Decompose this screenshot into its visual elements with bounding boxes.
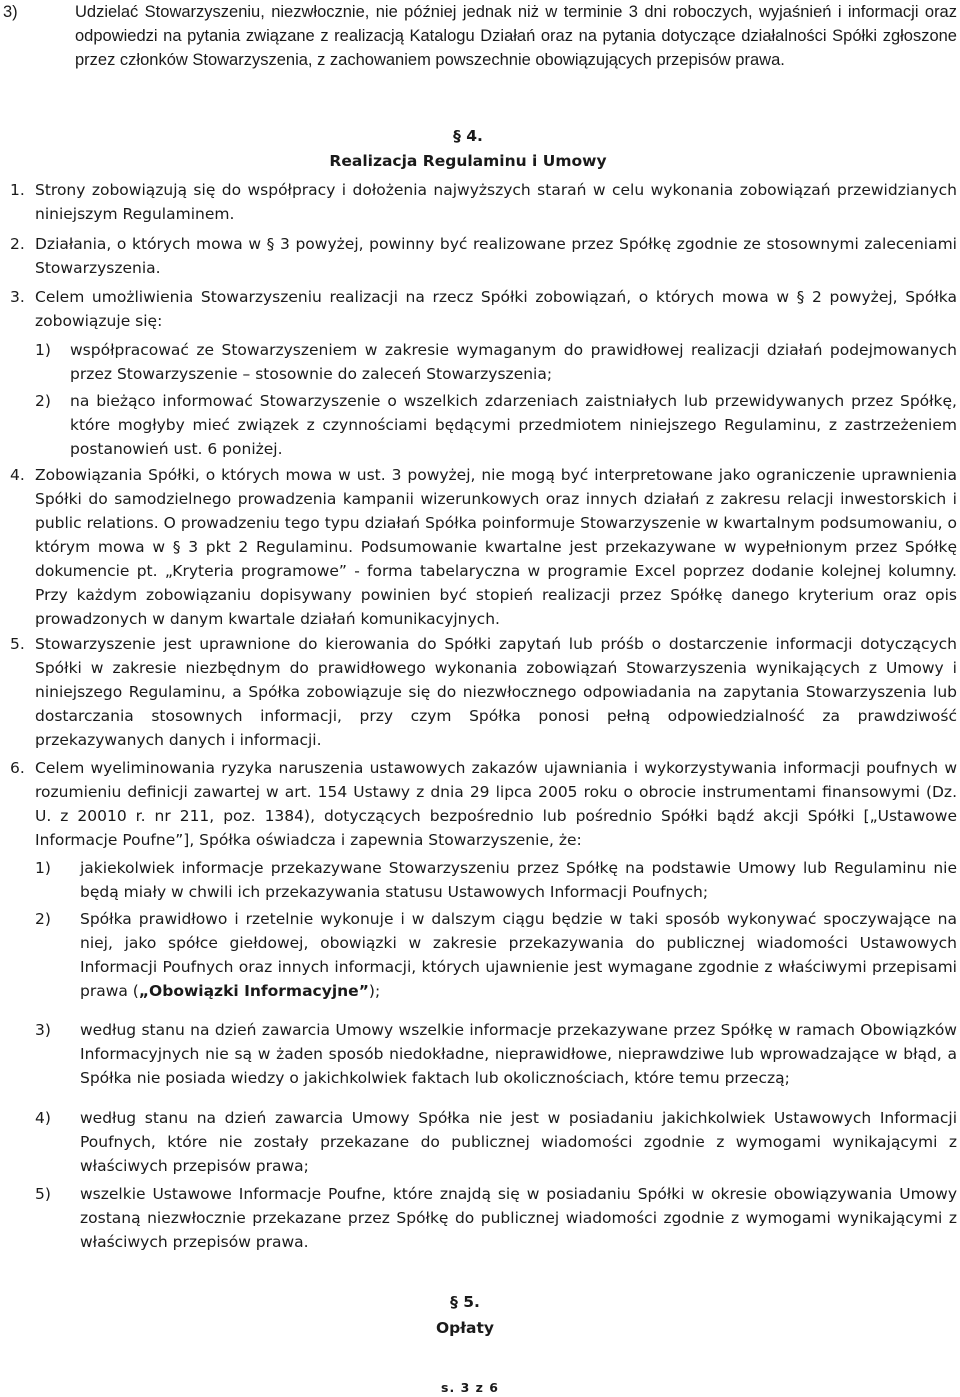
list-item bbox=[10, 232, 957, 280]
list-item-number: 3. bbox=[10, 288, 25, 306]
sub-list-item-text-part: ); bbox=[368, 982, 381, 1000]
list-item-text: Zobowiązania Spółki, o których mowa w ust. 3 powyżej, nie mogą być interpretowane jako ograniczenie uprawnienia Spółki do samodzielnego prowadzenia kampanii wizerunkowych oraz innych działań z zakresu relacji inwestorskich i public relations. O prowadzeniu tego typu działań Spółka poinformuje Stowarzyszenie w kwartalnym podsumowaniu, o którym mowa w § 3 pkt 2 Regulaminu. Podsumowanie kwartalne jest przekazywane w wypełnionym przez Spółkę dokumencie pt. „Kryteria programowe” - forma tabelaryczna w programie Excel poprzez dodanie kolejnej kolumny. Przy każdym zobowiązaniu dopisywany powinien być stopień realizacji przez Spółkę danego kryterium oraz opis prowadzonych w danym kwartale działań komunikacyjnych. bbox=[35, 466, 957, 628]
sub-list-item bbox=[35, 1106, 957, 1178]
list-item-text: Celem umożliwienia Stowarzyszeniu realizacji na rzecz Spółki zobowiązań, o których mowa w § 2 powyżej, Spółka zobowiązuje się: bbox=[35, 288, 957, 330]
sub-list-item-text: współpracować ze Stowarzyszeniem w zakresie wymaganym do prawidłowej realizacji działań podejmowanych przez Stowarzyszenie – stosownie do zaleceń Stowarzyszenia; bbox=[70, 341, 957, 383]
page-number: s. 3 z 6 bbox=[441, 1380, 499, 1395]
sub-list-item-number: 1) bbox=[35, 341, 51, 359]
sub-list-item-number: 3) bbox=[35, 1021, 51, 1039]
list-item-text: Stowarzyszenie jest uprawnione do kierowania do Spółki zapytań lub próśb o dostarczenie informacji dotyczących Spółki w zakresie niezbędnym do prawidłowego wykonania zobowiązań Stowarzyszenia wynikających z Umowy i niniejszego Regulaminu, a Spółka zobowiązuje się do niezwłocznego odpowiadania na zapytania Stowarzyszenia lub dostarczania stosownych informacji, przy czym Spółka ponosi pełną odpowiedzialność za prawdziwość przekazywanych danych i informacji. bbox=[35, 635, 957, 749]
sub-list-item-text: według stanu na dzień zawarcia Umowy Spółka nie jest w posiadaniu jakichkolwiek Ustawowych Informacji Poufnych, które nie zostały przekazane do publicznej wiadomości zgodnie z wymogami wynikającymi z właściwych przepisów prawa; bbox=[80, 1109, 957, 1175]
sub-list-item bbox=[35, 856, 957, 904]
list-item-number: 3) bbox=[3, 3, 18, 21]
sub-list-item-text: jakiekolwiek informacje przekazywane Stowarzyszeniu przez Spółkę na podstawie Umowy lub Regulaminu nie będą miały w chwili ich przekazywania statusu Ustawowych Informacji Poufnych; bbox=[80, 859, 957, 901]
list-item bbox=[10, 285, 957, 333]
sub-list-item-text bbox=[80, 907, 957, 1003]
list-item bbox=[3, 0, 957, 72]
sub-list-item-text: według stanu na dzień zawarcia Umowy wszelkie informacje przekazywane przez Spółkę w ramach Obowiązków Informacyjnych nie są w żaden sposób niedokładne, nieprawidłowe, nieprawdziwe lub wprowadzające w błąd, a Spółka nie posiada wiedzy o jakichkolwiek faktach lub okolicznościach, które temu przeczą; bbox=[80, 1021, 957, 1087]
sub-list-item-text: na bieżąco informować Stowarzyszenie o wszelkich zdarzeniach zaistniałych lub przewidywanych przez Spółkę, które mogłyby mieć związek z czynnościami będącymi przedmiotem niniejszego Regulaminu, z zastrzeżeniem postanowień ust. 6 poniżej. bbox=[70, 392, 957, 458]
sub-list-item bbox=[35, 1182, 957, 1254]
sub-list-item-number: 2) bbox=[35, 392, 51, 410]
sub-list-item-number: 2) bbox=[35, 910, 51, 928]
list-item-number: 4. bbox=[10, 466, 25, 484]
list-item-text: Udzielać Stowarzyszeniu, niezwłocznie, nie później jednak niż w terminie 3 dni roboczych, wyjaśnień i informacji oraz odpowiedzi na pytania związane z realizacją Katalogu Działań oraz na pytania dotyczące działalności Spółki zgłoszone przez członków Stowarzyszenia, z zachowaniem powszechnie obowiązujących przepisów prawa. bbox=[75, 3, 957, 69]
sub-list-item bbox=[35, 338, 957, 386]
list-item-number: 6. bbox=[10, 759, 25, 777]
section-title: Opłaty bbox=[436, 1319, 494, 1337]
list-item-text: Działania, o których mowa w § 3 powyżej, powinny być realizowane przez Spółkę zgodnie ze stosownymi zaleceniami Stowarzyszenia. bbox=[35, 235, 957, 277]
sub-list-item-number: 1) bbox=[35, 859, 51, 877]
sub-list-item-text-part: Spółka prawidłowo i rzetelnie wykonuje i w dalszym ciągu będzie w taki sposób wykonywać spoczywające na niej, jako spółce giełdowej, obowiązki w zakresie przekazywania do publicznej wiadomości Ustawowych Informacji Poufnych oraz innych informacji, których ujawnienie jest wymagane zgodnie z właściwymi przepisami prawa ( bbox=[80, 910, 957, 1000]
section-number: § 5. bbox=[450, 1293, 480, 1311]
list-item-number: 1. bbox=[10, 181, 25, 199]
sub-list-item-text: wszelkie Ustawowe Informacje Poufne, które znajdą się w posiadaniu Spółki w okresie obowiązywania Umowy zostaną niezwłocznie przekazane przez Spółkę do publicznej wiadomości zgodnie z wymogami wynikającymi z właściwych przepisów prawa. bbox=[80, 1185, 957, 1251]
list-item-number: 5. bbox=[10, 635, 25, 653]
sub-list-item bbox=[35, 907, 957, 1003]
sub-list-item bbox=[35, 389, 957, 461]
sub-list-item bbox=[35, 1018, 957, 1090]
list-item bbox=[10, 178, 957, 226]
list-item bbox=[10, 632, 957, 752]
section-number: § 4. bbox=[453, 127, 483, 145]
list-item-text: Strony zobowiązują się do współpracy i dołożenia najwyższych starań w celu wykonania zobowiązań przewidzianych niniejszym Regulaminem. bbox=[35, 181, 957, 223]
section-title: Realizacja Regulaminu i Umowy bbox=[329, 152, 607, 170]
list-item bbox=[10, 463, 957, 631]
sub-list-item-number: 5) bbox=[35, 1185, 51, 1203]
list-item bbox=[10, 756, 957, 852]
list-item-text: Celem wyeliminowania ryzyka naruszenia ustawowych zakazów ujawniania i wykorzystywania informacji poufnych w rozumieniu definicji zawartej w art. 154 Ustawy z dnia 29 lipca 2005 roku o obrocie instrumentami finansowymi (Dz. U. z 20010 r. nr 211, poz. 1384), dotyczących bezpośrednio lub pośrednio Spółki bądź akcji Spółki [„Ustawowe Informacje Poufne”], Spółka oświadcza i zapewnia Stowarzyszenie, że: bbox=[35, 759, 957, 849]
defined-term: „Obowiązki Informacyjne” bbox=[138, 982, 369, 1000]
list-item-number: 2. bbox=[10, 235, 25, 253]
sub-list-item-number: 4) bbox=[35, 1109, 51, 1127]
